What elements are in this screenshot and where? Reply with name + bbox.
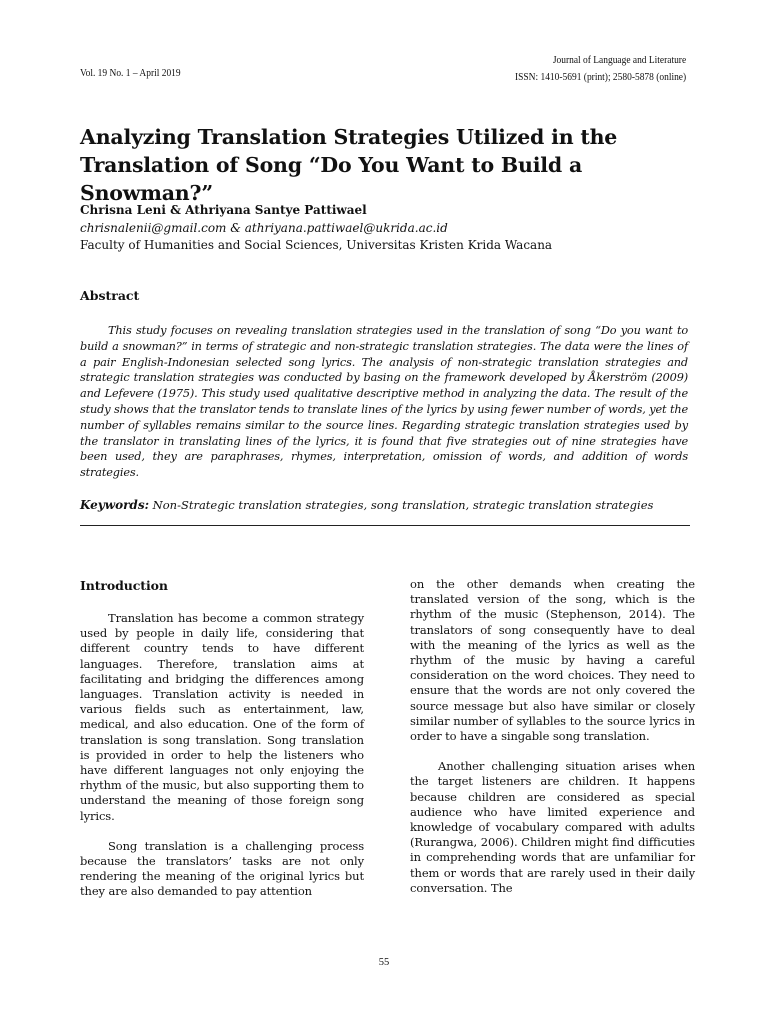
paragraph: Another challenging situation arises when the target listeners are children. It happens because children are considered as special audience who have limited experience and knowledge of vocabulary compared with adults (Rurangwa, 2006). Children might find difficuties in comprehending words that are unfamiliar for them or words that are rarely used in their daily conversation. The xyxy=(410,759,695,895)
abstract-text: This study focuses on revealing translation strategies used in the translation of song “Do you want to build a snowman?” in terms of strategic and non-strategic translation strategies. The data were the lines of a pair English-Indonesian selected song lyrics. The analysis of non-strategic translation strategies and strategic translation strategies was conducted by basing on the framework developed by Åkerström (2009) and Lefevere (1975). This study used qualitative descriptive method in analyzing the data. The result of the study shows that the translator tends to translate lines of the lyrics by using fewer number of words, yet the number of syllables remains similar to the source lines. Regarding strategic translation strategies used by the translator in translating lines of the lyrics, it is found that five strategies out of nine strategies have been used, they are paraphrases, rhymes, interpretation, omission of words, and addition of words strategies. xyxy=(80,324,688,480)
journal-header xyxy=(515,52,686,86)
affiliation: Faculty of Humanities and Social Sciences, Universitas Kristen Krida Wacana xyxy=(80,238,553,252)
page-number: 55 xyxy=(378,957,390,968)
journal-name: Journal of Language and Literature xyxy=(552,55,686,66)
title-line-1: Analyzing Translation Strategies Utilized in the xyxy=(80,125,618,149)
keywords xyxy=(80,498,700,512)
introduction-heading: Introduction xyxy=(80,578,168,593)
volume-issue: Vol. 19 No. 1 – April 2019 xyxy=(80,68,181,79)
issn: ISSN: 1410-5691 (print); 2580-5878 (online) xyxy=(514,72,686,83)
paper-title xyxy=(80,123,700,207)
keywords-label: Keywords: xyxy=(80,498,150,512)
right-column xyxy=(410,577,695,896)
title-line-2: Translation of Song “Do You Want to Build a Snowman?” xyxy=(80,153,583,205)
keywords-text: Non-Strategic translation strategies, song translation, strategic translation strategies xyxy=(149,498,654,512)
authors: Chrisna Leni & Athriyana Santye Pattiwael xyxy=(80,203,367,217)
paragraph: on the other demands when creating the translated version of the song, which is the rhythm of the music (Stephenson, 2014). The translators of song consequently have to deal with the meaning of the lyrics as well as the rhythm of the music by having a careful consideration on the word choices. They need to ensure that the words are not only covered the source message but also have similar or closely similar number of syllables to the source lyrics in order to have a singable song translation. xyxy=(410,577,695,744)
paragraph: Translation has become a common strategy used by people in daily life, considering that different country tends to have different languages. Therefore, translation aims at facilitating and bridging the differences among languages. Translation activity is needed in various fields such as entertainment, law, medical, and also education. One of the form of translation is song translation. Song translation is provided in order to help the listeners who have different languages not only enjoying the rhythm of the music, but also supporting them to understand the meaning of those foreign song lyrics. xyxy=(80,611,364,823)
abstract-heading: Abstract xyxy=(80,288,140,303)
left-column xyxy=(80,577,364,900)
author-emails[interactable]: chrisnalenii@gmail.com & athriyana.pattiwael@ukrida.ac.id xyxy=(80,221,448,235)
paragraph: Song translation is a challenging process because the translators’ tasks are not only rendering the meaning of the original lyrics but they are also demanded to pay attention xyxy=(80,838,364,899)
section-divider xyxy=(80,525,690,526)
